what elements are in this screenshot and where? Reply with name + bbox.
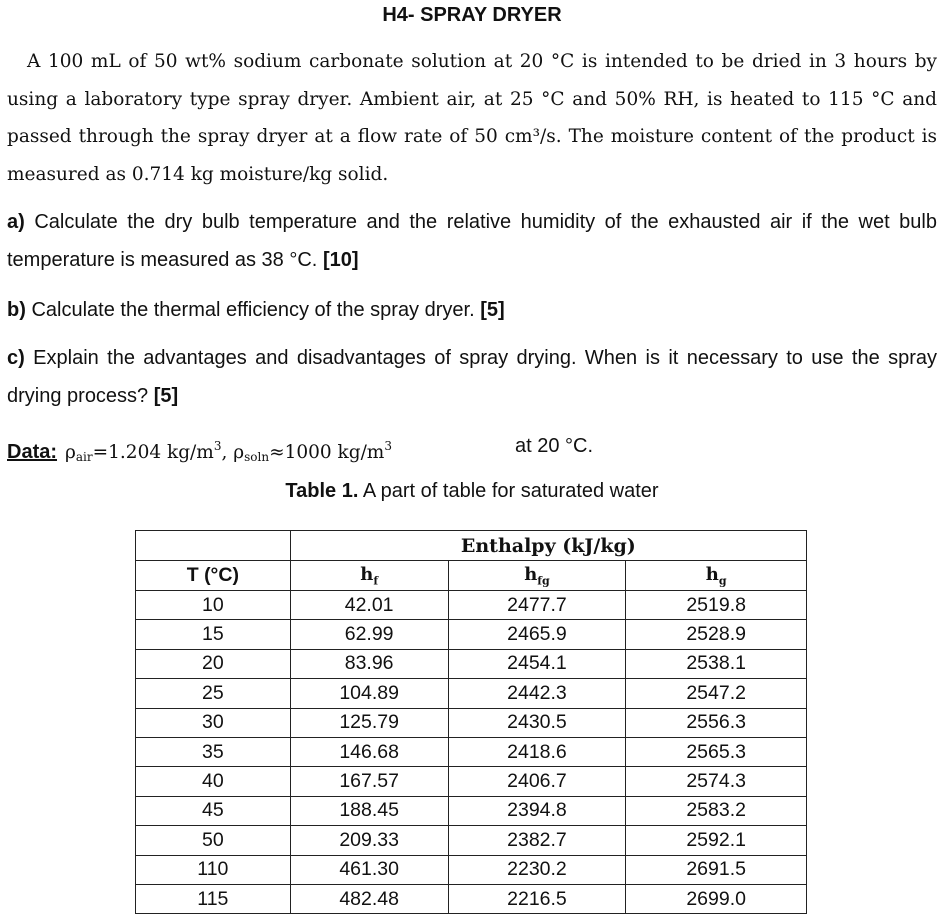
table-row [136,855,807,884]
saturated-water-table [135,530,807,914]
header-blank [136,531,291,561]
enthalpy-group-header: Enthalpy (kJ/kg) [290,531,806,561]
h-symbol: h [524,563,538,585]
question-b [7,291,937,329]
cell-T: 10 [136,591,291,620]
table-row [136,649,807,678]
cell-hfg: 2442.3 [448,679,626,708]
header-temperature: T (°C) [136,561,291,591]
table-row [136,796,807,825]
question-label: b) [7,299,26,321]
rho-symbol: ρ [233,442,245,463]
cell-hfg: 2216.5 [448,884,626,913]
cell-T: 25 [136,679,291,708]
data-section [7,428,937,464]
question-text: Explain the advantages and disadvantages of spray drying. When is it necessary to use the spray drying process? [7,347,937,407]
cell-hg: 2565.3 [626,737,807,766]
table-row [136,620,807,649]
table-row [136,679,807,708]
cell-hf: 482.48 [290,884,448,913]
h-symbol: h [360,563,374,585]
cell-T: 115 [136,884,291,913]
h-symbol: h [705,563,719,585]
question-points: [5] [153,385,179,407]
cell-hf: 104.89 [290,679,448,708]
cell-hg: 2538.1 [626,649,807,678]
cell-hf: 167.57 [290,767,448,796]
cell-T: 50 [136,826,291,855]
cell-T: 110 [136,855,291,884]
table-row [136,826,807,855]
cell-hfg: 2394.8 [448,796,626,825]
cell-hf: 42.01 [290,591,448,620]
air-subscript: air [75,450,93,464]
cell-hg: 2583.2 [626,796,807,825]
cell-hg: 2528.9 [626,620,807,649]
cell-T: 15 [136,620,291,649]
question-a [7,203,937,279]
question-label: c) [7,347,25,369]
header-hg [626,561,807,591]
table-caption [0,480,944,503]
cube-superscript: 3 [384,439,392,453]
cube-superscript: 3 [213,439,222,453]
air-density-value: =1.204 kg/m [92,442,214,463]
cell-hg: 2574.3 [626,767,807,796]
question-label: a) [7,211,25,233]
separator: , [221,442,234,463]
problem-title: H4- SPRAY DRYER [382,4,562,26]
cell-hf: 146.68 [290,737,448,766]
cell-hg: 2519.8 [626,591,807,620]
cell-hfg: 2418.6 [448,737,626,766]
table-caption-label: Table 1. [285,480,359,502]
cell-hg: 2592.1 [626,826,807,855]
cell-T: 45 [136,796,291,825]
table-caption-text: A part of table for saturated water [362,480,659,502]
question-text: Calculate the dry bulb temperature and the relative humidity of the exhausted air if the wet bulb temperature is measured as 38 °C. [7,211,937,271]
cell-hf: 62.99 [290,620,448,649]
solution-density-value: ≈1000 kg/m [269,442,385,463]
cell-hfg: 2465.9 [448,620,626,649]
table-row [136,708,807,737]
cell-hf: 209.33 [290,826,448,855]
question-c [7,339,937,415]
table-row [136,767,807,796]
sub-f: f [373,574,379,588]
table-row [136,737,807,766]
cell-hfg: 2382.7 [448,826,626,855]
question-points: [10] [322,249,359,271]
cell-hg: 2547.2 [626,679,807,708]
cell-hf: 83.96 [290,649,448,678]
data-condition: at 20 °C. [515,435,594,457]
sub-fg: fg [537,574,550,588]
cell-hg: 2556.3 [626,708,807,737]
cell-T: 35 [136,737,291,766]
cell-hf: 461.30 [290,855,448,884]
cell-T: 30 [136,708,291,737]
problem-statement: A 100 mL of 50 wt% sodium carbonate solution at 20 °C is intended to be dried in 3 hours by using a laboratory type spray dryer. Ambient air, at 25 °C and 50% RH, is heated to 115 °C and passed through the spray dryer at a flow rate of 50 cm³/s. The moisture content of the product is measured as 0.714 kg moisture/kg solid. [7,51,937,185]
cell-hfg: 2430.5 [448,708,626,737]
table-row [136,884,807,913]
header-hf [290,561,448,591]
sub-g: g [718,574,727,588]
cell-T: 20 [136,649,291,678]
cell-hf: 188.45 [290,796,448,825]
question-points: [5] [480,299,505,321]
table-row [136,591,807,620]
rho-symbol: ρ [65,442,76,463]
cell-hfg: 2406.7 [448,767,626,796]
cell-hfg: 2477.7 [448,591,626,620]
data-label: Data: [7,441,58,463]
cell-hfg: 2230.2 [448,855,626,884]
cell-hfg: 2454.1 [448,649,626,678]
cell-hg: 2691.5 [626,855,807,884]
cell-T: 40 [136,767,291,796]
cell-hf: 125.79 [290,708,448,737]
header-hfg [448,561,626,591]
question-text: Calculate the thermal efficiency of the spray dryer. [31,299,475,321]
soln-subscript: soln [244,450,270,464]
cell-hg: 2699.0 [626,884,807,913]
